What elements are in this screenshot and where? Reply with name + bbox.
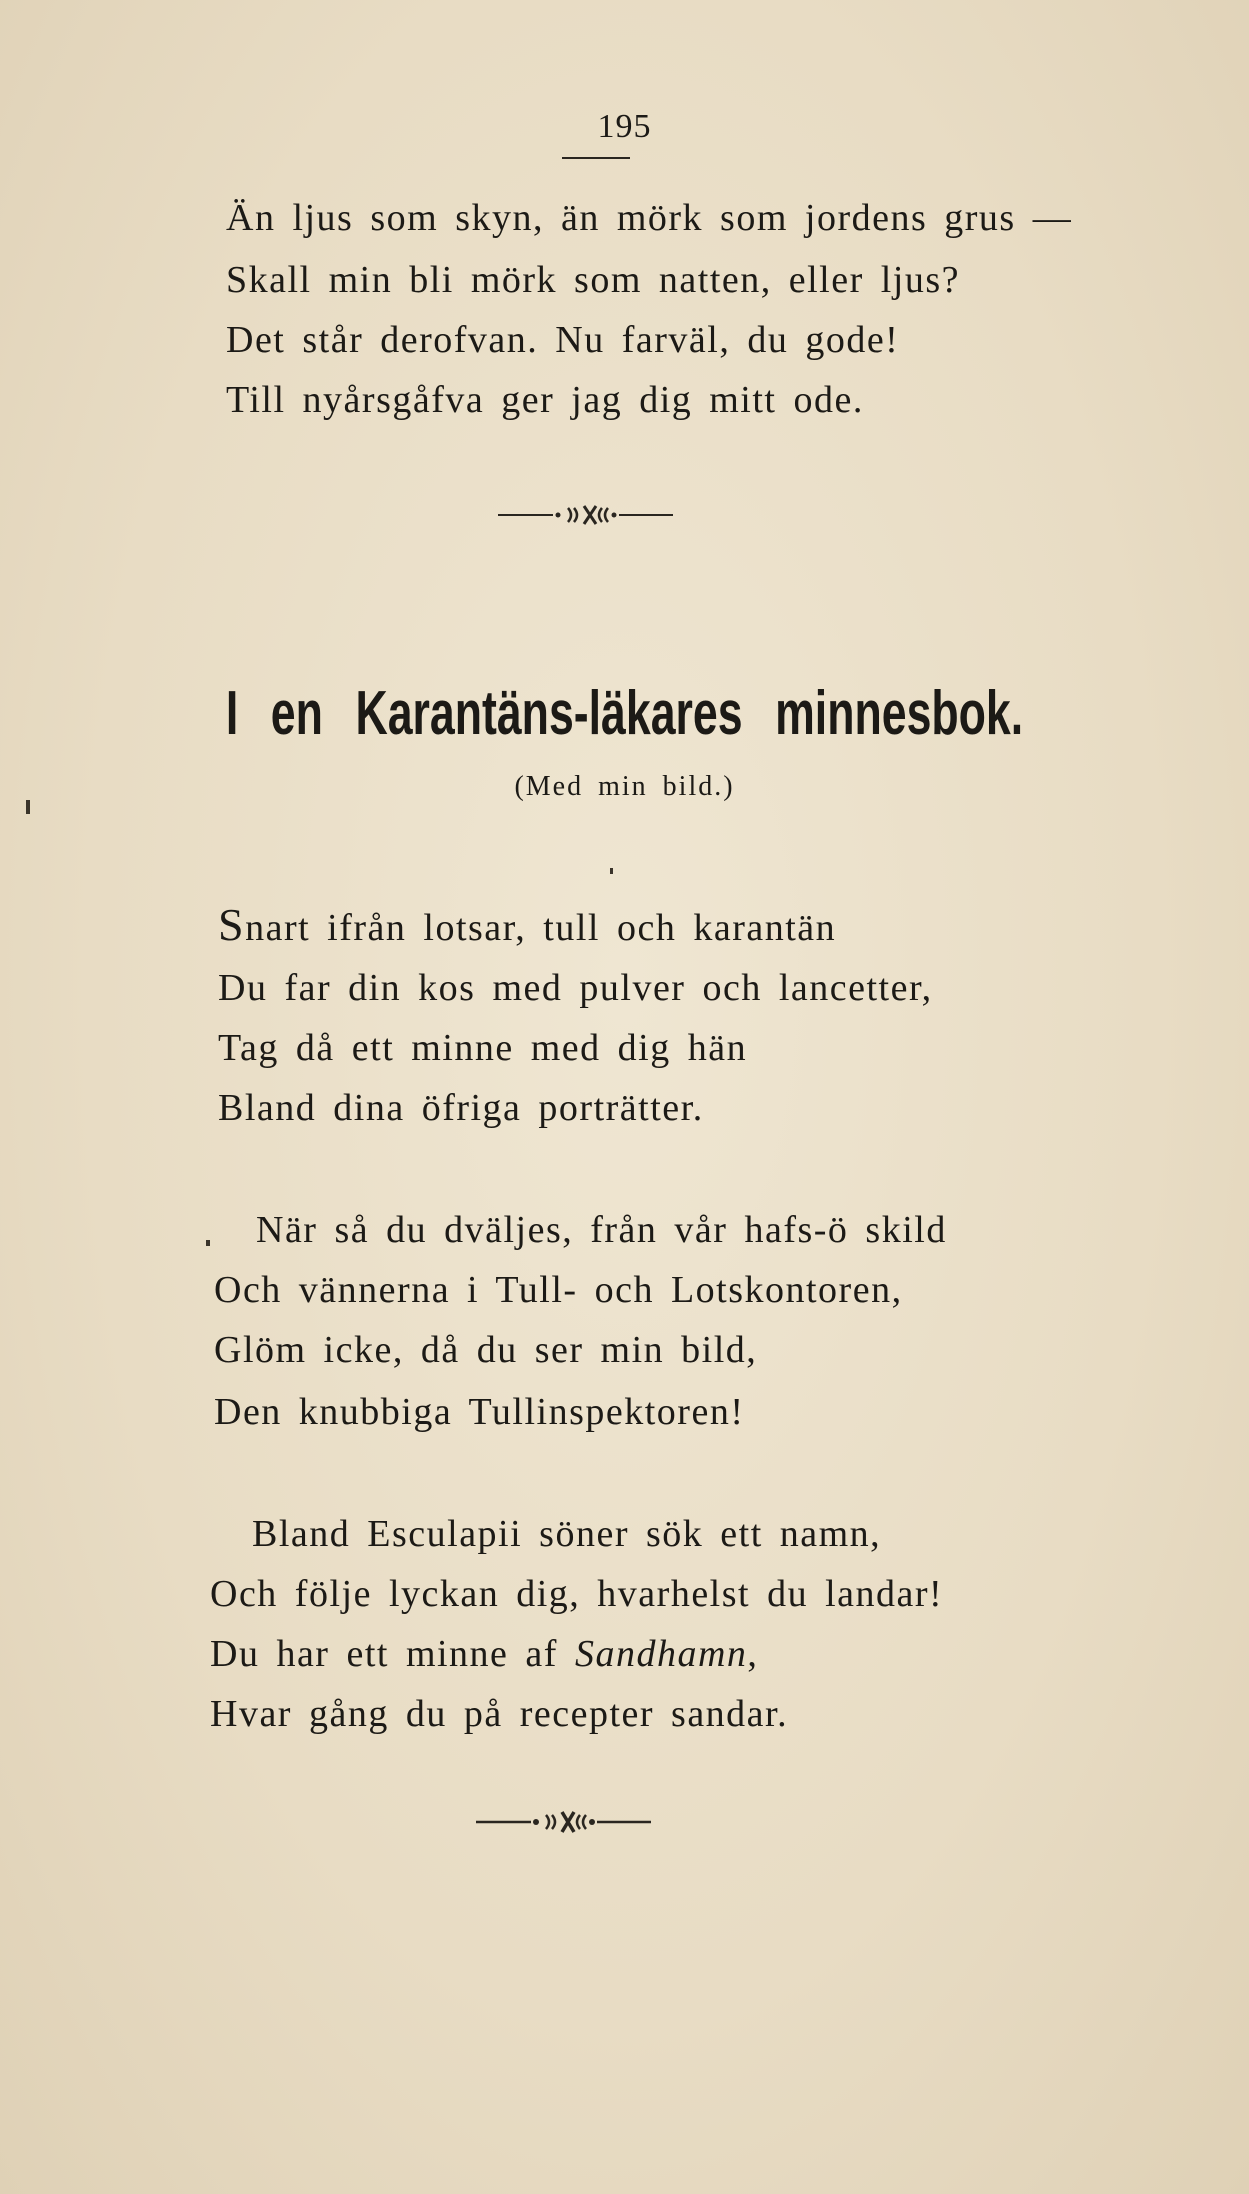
stray-mark [206, 1240, 210, 1246]
verse-line-text: , [747, 1633, 759, 1675]
verse-line: Det står derofvan. Nu farväl, du gode! [226, 319, 900, 361]
ornament-divider-end [476, 1807, 651, 1837]
verse-line: Och följe lyckan dig, hvarhelst du landar! [210, 1573, 944, 1615]
verse-line-text: Du har ett minne af [210, 1633, 575, 1675]
poem-title: I en Karantäns-läkares minnesbok. [225, 679, 1024, 748]
verse-line: Skall min bli mörk som natten, eller ljus? [226, 259, 961, 301]
verse-line: Du far din kos med pulver och lancetter, [218, 967, 933, 1009]
verse-line: Glöm icke, då du ser min bild, [214, 1329, 758, 1371]
verse-line: Bland dina öfriga porträtter. [218, 1087, 704, 1129]
verse-line: När så du dväljes, från vår hafs-ö skild [256, 1209, 947, 1251]
page-number: 195 [597, 108, 652, 145]
verse-line [210, 1632, 758, 1676]
verse-line: Hvar gång du på recepter sandar. [210, 1693, 789, 1735]
drop-initial: S [218, 899, 246, 950]
ornament-divider [498, 500, 673, 530]
verse-line: Och vännerna i Tull- och Lotskontoren, [214, 1269, 903, 1311]
place-name: Sandhamn [574, 1633, 748, 1675]
stray-mark [610, 868, 613, 874]
verse-line: Tag då ett minne med dig hän [218, 1027, 748, 1069]
verse-line: Den knubbiga Tullinspektoren! [214, 1391, 745, 1433]
verse-line [218, 898, 836, 951]
verse-line-text: nart ifrån lotsar, tull och karantän [245, 907, 837, 949]
poem-subtitle: (Med min bild.) [514, 771, 735, 802]
page-number-rule [562, 157, 630, 159]
stray-mark [26, 800, 30, 814]
verse-line: Bland Esculapii söner sök ett namn, [252, 1513, 882, 1555]
verse-line: Än ljus som skyn, än mörk som jordens grus — [226, 197, 1073, 239]
verse-line: Till nyårsgåfva ger jag dig mitt ode. [226, 379, 864, 421]
